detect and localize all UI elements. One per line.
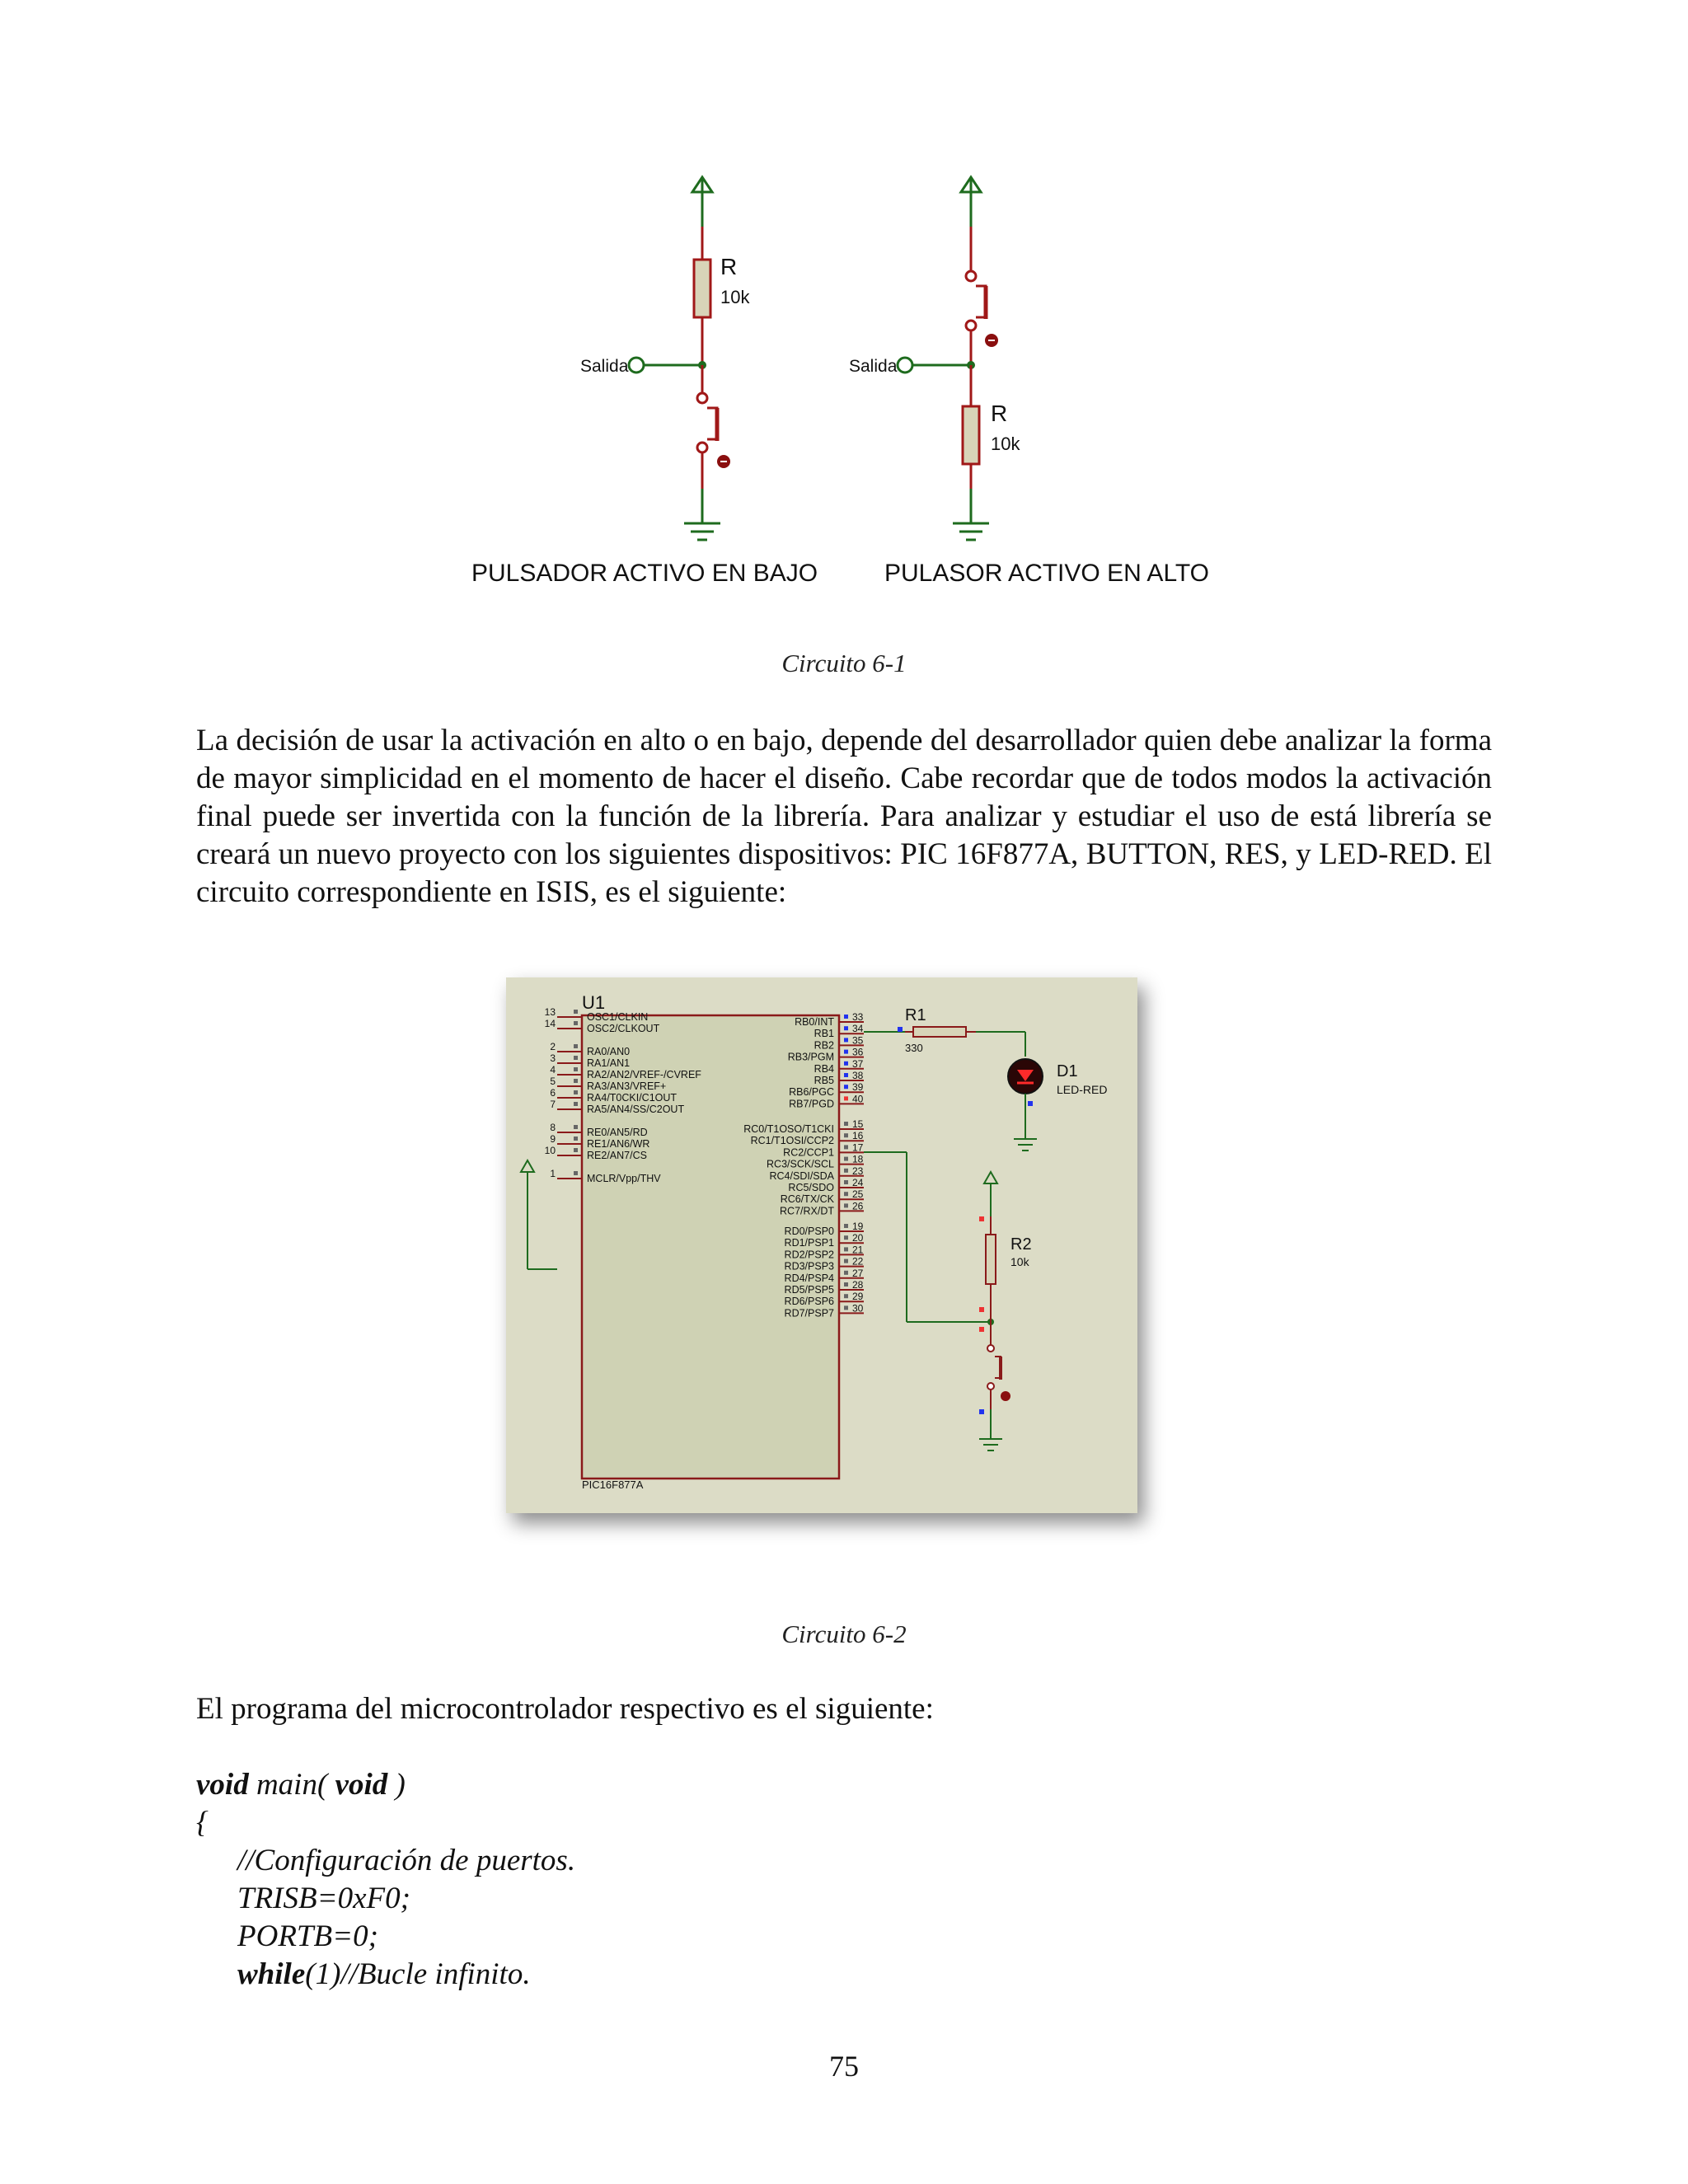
figure-caption: Circuito 6-2 [781,1619,907,1648]
pin-name: RD1/PSP1 [784,1237,834,1249]
pin-name: RC1/T1OSI/CCP2 [750,1135,834,1147]
body-paragraph: La decisión de usar la activación en alto o en bajo, depende del desarrollador quien debe analizar la forma de mayor simplicidad en el momento de hacer el diseño. Cabe recordar que de todos modos la activación final puede ser invertida con la función de la librería. Para analizar y estudiar el uso de está librería se creará un nuevo proyecto con los siguientes dispositivos: PIC 16F877A, BUTTON, RES, y LED-RED. El circuito correspondiente en ISIS, es el siguiente: [196,724,1492,909]
pin-number: 30 [852,1302,864,1315]
pin-name: RA2/AN2/VREF-/CVREF [587,1069,701,1080]
pin-number: 36 [852,1046,864,1058]
resistor-value-left: 10k [720,287,750,307]
pin-number: 16 [852,1130,864,1142]
pin-number: 38 [852,1070,864,1081]
code-line-6 [237,1956,531,1994]
pin-name: RC2/CCP1 [783,1146,834,1159]
pin-number: 14 [544,1018,556,1029]
pin-name: RE2/AN7/CS [587,1150,647,1161]
pin-name: RD5/PSP5 [784,1284,834,1296]
figure-caption: Circuito 6-1 [781,649,907,677]
pin-number: 15 [852,1118,864,1130]
pin-name: RB6/PGC [789,1086,834,1099]
pin-name: RC5/SDO [788,1182,834,1193]
pin-name: RB4 [814,1062,834,1075]
pin-number: 26 [852,1200,864,1212]
page-number: 75 [829,2050,859,2083]
pin-name: RC6/TX/CK [780,1193,834,1206]
pin-number: 9 [550,1133,556,1145]
r2-ref: R2 [1010,1235,1032,1254]
pin-name: RE1/AN6/WR [587,1138,650,1150]
r1-ref: R1 [905,1006,926,1024]
pin-number: 40 [852,1093,864,1105]
output-terminal-icon [898,358,912,373]
code-text: ) [387,1768,406,1802]
pin-name: MCLR/Vpp/THV [587,1173,661,1184]
code-keyword: void [335,1768,388,1802]
pin-number: 35 [852,1034,864,1047]
code-text: (1)//Bucle infinito. [305,1957,531,1991]
pin-number: 13 [544,1006,556,1018]
code-keyword: void [196,1768,249,1802]
code-line-4: TRISB=0xF0; [237,1882,410,1915]
pin-name: RB7/PGD [789,1098,834,1110]
pin-number: 3 [550,1052,556,1064]
ground-icon [684,523,720,540]
pin-number: 25 [852,1188,864,1201]
pin-number: 23 [852,1165,864,1177]
code-text: main( [248,1768,335,1802]
body-paragraph: El programa del microcontrolador respectivo es el siguiente: [196,1692,934,1726]
pin-number: 37 [852,1057,864,1070]
d1-ref: D1 [1057,1062,1078,1080]
circuit-6-1-diagram [445,161,1269,606]
pin-number: 22 [852,1255,864,1268]
output-label-left: Salida [580,357,629,376]
resistor-ref-right: R [991,401,1008,426]
pin-number: 29 [852,1291,864,1303]
chip-ref: U1 [582,992,606,1013]
pin-name: RB3/PGM [787,1051,834,1063]
output-terminal-icon [629,358,644,373]
resistor-value-right: 10k [991,434,1020,454]
pin-number: 19 [852,1221,864,1232]
code-line-1 [196,1766,406,1804]
circuit-title-left: PULSADOR ACTIVO EN BAJO [471,560,818,587]
pin-number: 27 [852,1267,864,1279]
resistor-r [963,406,979,464]
pin-number: 4 [550,1064,556,1076]
pin-number: 6 [550,1087,556,1099]
pin-name: RA4/T0CKI/C1OUT [587,1092,678,1104]
pin-number: 39 [852,1081,864,1094]
pin-name: RA5/AN4/SS/C2OUT [587,1104,685,1115]
ground-icon [953,523,989,540]
pin-name: RA1/AN1 [587,1057,631,1069]
code-line-2: { [196,1806,209,1840]
pin-name: RD3/PSP3 [784,1260,834,1272]
pull-up-circuit [471,177,818,587]
resistor-r [694,260,710,317]
r2-value: 10k [1010,1255,1029,1268]
pin-name: RC4/SDI/SDA [769,1169,834,1182]
pin-name: RD0/PSP0 [784,1226,834,1237]
resistor-r2 [986,1235,996,1284]
pin-number: 5 [550,1076,556,1087]
schematic-frame [506,977,1137,1513]
pin-name: RC3/SCK/SCL [767,1158,834,1170]
resistor-r1 [913,1027,966,1037]
pin-name: RB0/INT [795,1016,834,1028]
code-line-3: //Configuración de puertos. [237,1844,576,1877]
pin-number: 34 [852,1023,864,1035]
vcc-arrow-icon [521,1160,534,1172]
pin-name: RA3/AN3/VREF+ [587,1080,667,1092]
pin-name: RD4/PSP4 [784,1272,834,1284]
pin-number: 20 [852,1232,864,1244]
pin-number: 28 [852,1279,864,1291]
pin-name: RB2 [814,1039,834,1052]
pin-number: 1 [550,1168,556,1179]
pin-name: OSC1/CLKIN [587,1011,649,1023]
chip-name: PIC16F877A [582,1479,644,1491]
pin-number: 10 [544,1145,556,1156]
pin-name: RC7/RX/DT [780,1205,834,1217]
pin-name: RC0/T1OSO/T1CKI [743,1123,834,1135]
pin-name: RD2/PSP2 [784,1249,834,1261]
ground-icon [979,1439,1002,1451]
pin-number: 17 [852,1141,864,1154]
pull-down-circuit [849,177,1209,587]
pin-name: RA0/AN0 [587,1046,631,1057]
pin-name: RB5 [814,1075,834,1086]
circuit-6-2-diagram [506,977,1137,1513]
output-label-right: Salida [849,357,898,376]
pin-number: 33 [852,1011,864,1023]
pin-name: RE0/AN5/RD [587,1127,648,1138]
d1-value: LED-RED [1057,1083,1108,1096]
ground-icon [1014,1139,1037,1151]
pin-number: 7 [550,1099,556,1110]
pin-number: 24 [852,1177,864,1188]
pin-number: 18 [852,1153,864,1165]
button-r2-branch [864,1152,1032,1451]
code-keyword: while [237,1957,306,1991]
code-line-5: PORTB=0; [237,1919,378,1953]
resistor-ref-left: R [720,254,738,279]
pin-number: 8 [550,1122,556,1133]
pin-name: OSC2/CLKOUT [587,1023,660,1034]
r1-led-branch [864,1006,1107,1151]
circuit-title-right: PULASOR ACTIVO EN ALTO [884,560,1210,587]
pin-number: 21 [852,1244,864,1256]
r1-value: 330 [905,1042,923,1054]
vcc-arrow-icon [984,1172,997,1183]
pin-name: RD7/PSP7 [784,1307,834,1319]
pin-number: 2 [550,1041,556,1052]
pin-name: RD6/PSP6 [784,1296,834,1308]
pin-name: RB1 [814,1028,834,1040]
